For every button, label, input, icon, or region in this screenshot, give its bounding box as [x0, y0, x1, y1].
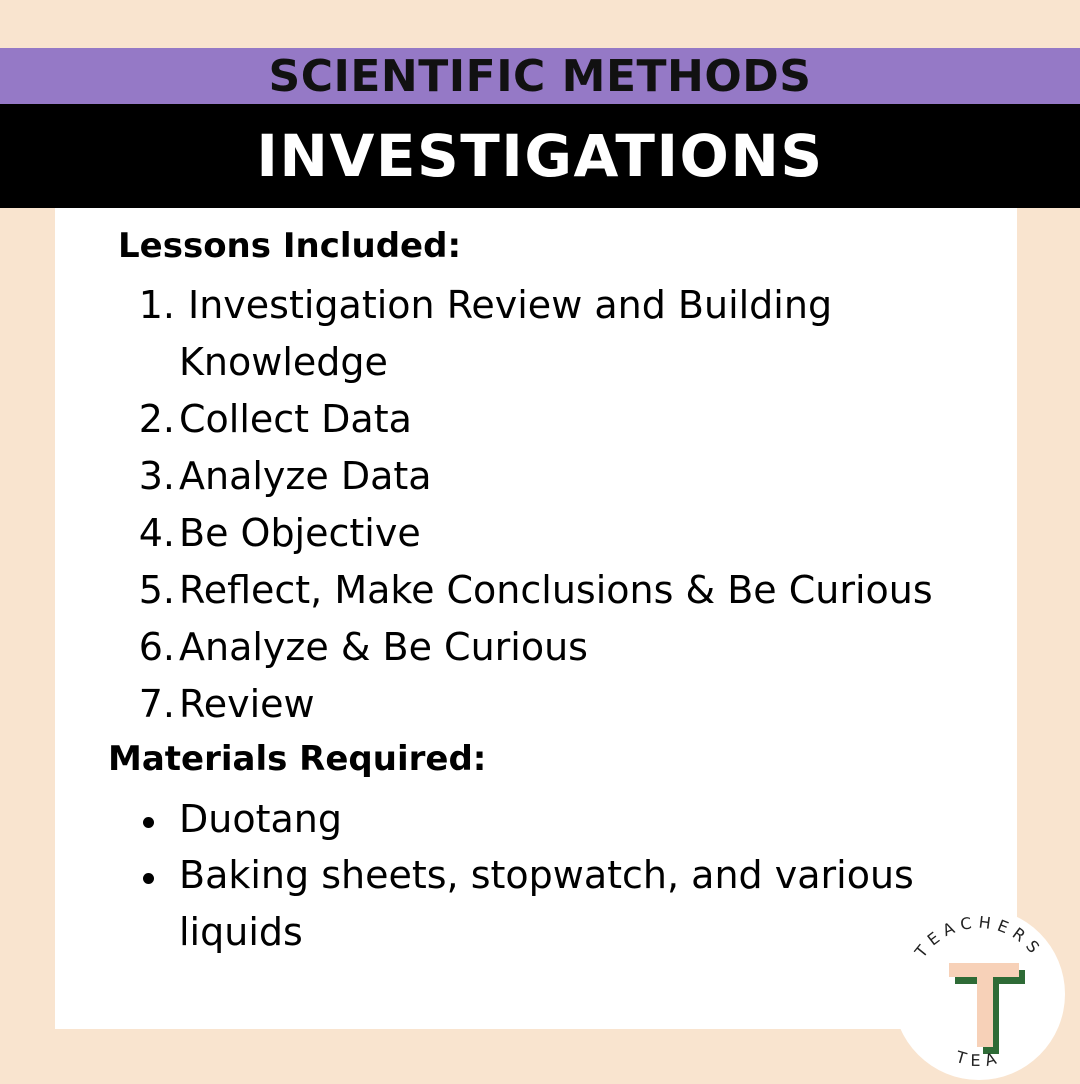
lesson-number: 1. — [138, 283, 175, 327]
lessons-heading: Lessons Included: — [118, 226, 462, 266]
lesson-number: 3. — [138, 454, 175, 498]
logo-t-stem — [977, 963, 993, 1047]
lesson-text: Analyze & Be Curious — [179, 625, 588, 669]
subtitle-text: SCIENTIFIC METHODS — [268, 50, 812, 102]
bullet-icon — [143, 873, 154, 884]
lesson-text: Knowledge — [179, 340, 388, 384]
lesson-number: 4. — [138, 511, 175, 555]
lesson-number: 7. — [138, 682, 175, 726]
material-text: liquids — [179, 910, 303, 954]
logo-top-text: TEACHERS — [911, 912, 1047, 962]
lesson-text: Review — [179, 682, 315, 726]
lesson-text: Analyze Data — [179, 454, 432, 498]
materials-heading: Materials Required: — [108, 739, 487, 779]
logo-bottom-text: TEA — [953, 1047, 1005, 1071]
lesson-text: Investigation Review and Building — [188, 283, 833, 327]
lesson-text: Be Objective — [179, 511, 421, 555]
lesson-text: Reflect, Make Conclusions & Be Curious — [179, 568, 933, 612]
title-banner — [0, 104, 1080, 208]
lesson-text: Collect Data — [179, 397, 412, 441]
material-text: Duotang — [179, 797, 342, 841]
teachers-tea-logo — [893, 908, 1065, 1080]
svg-text:TEA — [953, 1047, 1004, 1070]
logo-mark-icon — [893, 908, 1065, 1080]
lesson-number: 5. — [138, 568, 175, 612]
page-title: INVESTIGATIONS — [256, 122, 824, 190]
lesson-number: 2. — [138, 397, 175, 441]
svg-text:TEACHERS — [910, 913, 1047, 962]
material-text: Baking sheets, stopwatch, and various — [179, 853, 914, 897]
lesson-number: 6. — [138, 625, 175, 669]
subtitle-banner — [0, 48, 1080, 104]
bullet-icon — [143, 817, 154, 828]
